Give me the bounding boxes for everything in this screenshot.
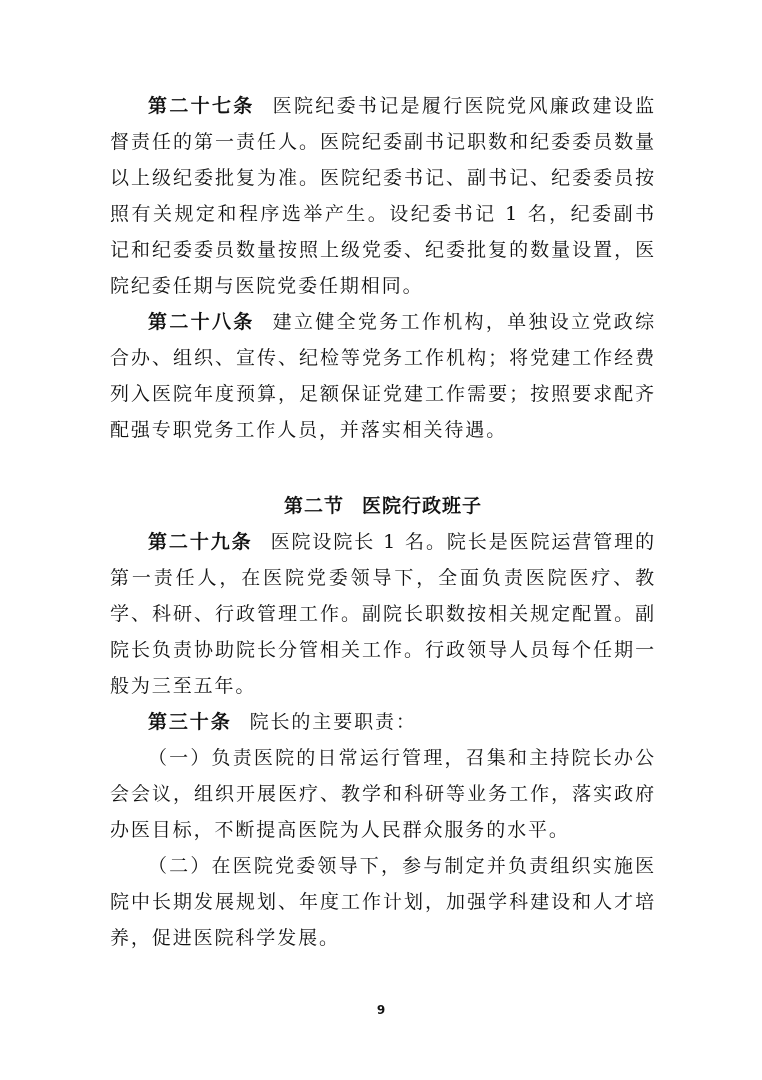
article-text: 建立健全党务工作机构，单独设立党政综合办、组织、宣传、纪检等党务工作机构；将党建工作经费列入医院年度预算，足额保证党建工作需要；按照要求配齐配强专职党务工作人员，并落实相关待遇。 [110, 311, 656, 441]
article-text: 医院设院长 1 名。院长是医院运营管理的第一责任人，在医院党委领导下，全面负责医院医疗、教学、科研、行政管理工作。副院长职数按相关规定配置。副院长负责协助院长分管相关工作。行政领导人员每个任期一般为三至五年。 [110, 531, 656, 697]
document-body [110, 88, 656, 956]
article-label: 第二十七条 [148, 95, 255, 117]
section-heading [110, 488, 656, 524]
article-30 [110, 704, 656, 740]
page-number: 9 [376, 1003, 386, 1017]
duty-item-1: （一）负责医院的日常运行管理，召集和主持院长办公会会议，组织开展医疗、教学和科研等业务工作，落实政府办医目标，不断提高医院为人民群众服务的水平。 [110, 747, 656, 841]
section-title: 医院行政班子 [362, 495, 483, 517]
article-label: 第二十九条 [148, 531, 253, 553]
section-number: 第二节 [283, 495, 344, 517]
article-29 [110, 524, 656, 704]
article-text: 院长的主要职责： [249, 711, 417, 733]
article-28 [110, 304, 656, 448]
article-label: 第二十八条 [148, 311, 255, 333]
article-text: 医院纪委书记是履行医院党风廉政建设监督责任的第一责任人。医院纪委副书记职数和纪委委员数量以上级纪委批复为准。医院纪委书记、副书记、纪委委员按照有关规定和程序选举产生。设纪委书记 1 名，纪委副书记和纪委委员数量按照上级党委、纪委批复的数量设置，医院纪委任期与医院党委任期相同。 [110, 95, 656, 297]
article-27 [110, 88, 656, 304]
duty-item-2: （二）在医院党委领导下，参与制定并负责组织实施医院中长期发展规划、年度工作计划，加强学科建设和人才培养，促进医院科学发展。 [110, 855, 656, 949]
article-label: 第三十条 [148, 711, 232, 733]
